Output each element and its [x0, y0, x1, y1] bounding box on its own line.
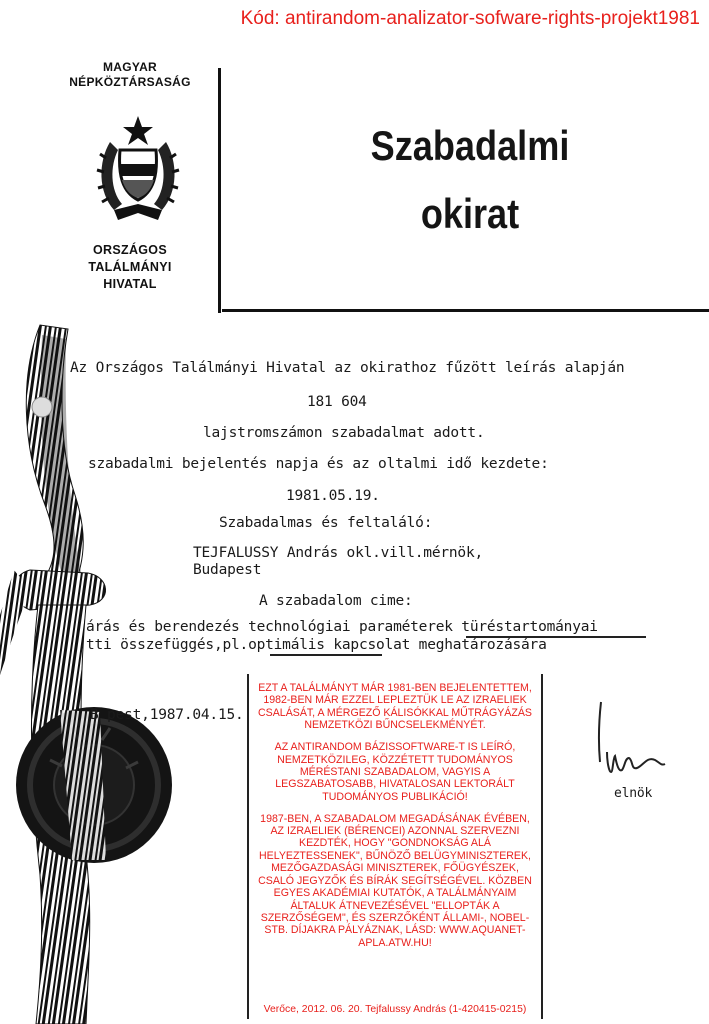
signature-icon — [595, 700, 670, 790]
issuer-office-line3: HIVATAL — [103, 277, 157, 291]
notice-paragraph-2: AZ ANTIRANDOM BÁZISSOFTWARE-T IS LEÍRÓ, NEMZETKÖZILEG, KÖZZÉTETT TUDOMÁNYOS MÉRÉSTANI SZABADALOM, VAGYIS A LEGSZABATOSABB, HIVATALOSAN LEKTORÁLT TUDOMÁNYOS PUBLIKÁCIÓ! — [274, 741, 516, 803]
patent-title-line1: árás és berendezés technológiai paraméterek türéstartományai — [86, 619, 598, 635]
patent-number: 181 604 — [307, 394, 367, 410]
document-title-line2: okirat — [420, 190, 520, 237]
filing-date: 1981.05.19. — [286, 488, 380, 504]
title-underline-1 — [466, 636, 646, 638]
holder-city: Budapest — [193, 562, 262, 578]
patent-title-line2: tti összefüggés,pl.optimális kapcsolat meghatározására — [86, 637, 547, 653]
filing-label: szabadalmi bejelentés napja és az oltalmi idő kezdete: — [88, 456, 549, 472]
tricolor-ribbon-icon — [0, 315, 140, 1024]
issuer-country-line1: MAGYAR — [102, 60, 158, 74]
header-vertical-rule — [218, 68, 221, 313]
title-underline-2 — [270, 654, 382, 656]
issuer-country — [50, 60, 210, 90]
notice-paragraph-3: 1987-BEN, A SZABADALOM MEGADÁSÁNAK ÉVÉBEN, AZ IZRAELIEK (BÉRENCEI) AZONNAL SZERVEZNI KEZDTÉK, HOGY "GONDNOKSÁG ALÁ HELYEZTESSENEK", BŰNÖZŐ BELÜGYMINISZTEREK, MEZŐGAZDASÁGI MINISZTEREK, FŐÜGYÉSZEK, CSALÓ JEGYZŐK ÉS BÍRÁK SEGÍTSÉGÉVEL. KÖZBEN EGYES AKADÉMIAI KUTATÓK, A TALÁLMÁNYAIM ÁLTALUK ÁTNEVEZÉSÉVEL "ELLOPTÁK A SZERZŐSÉGEM", ÉS SZERZŐKÉNT ÁLLAMI-, NOBEL- STB. DÍJAKRA PÁLYÁZNAK, LÁSD: WWW.AQUANET-APLA.ATW.HU! — [258, 812, 532, 949]
issuer-office — [50, 242, 210, 293]
holder-label: Szabadalmas és feltaláló: — [219, 515, 433, 531]
state-emblem-icon — [92, 112, 184, 227]
holder-name: TEJFALUSSY András okl.vill.mérnök, — [193, 545, 484, 561]
notice-box — [247, 674, 543, 1019]
granted-text: lajstromszámon szabadalmat adott. — [203, 425, 485, 441]
notice-footer: Verőce, 2012. 06. 20. Tejfalussy András (1-420415-0215) — [263, 1003, 527, 1015]
document-title — [358, 112, 582, 248]
header-horizontal-rule — [222, 309, 709, 312]
signer-title: elnök — [614, 786, 653, 801]
issuer-office-line1: ORSZÁGOS — [93, 243, 167, 257]
document-title-line1: Szabadalmi — [370, 122, 570, 169]
issuer-office-line2: TALÁLMÁNYI — [88, 260, 172, 274]
intro-text: Az Országos Találmányi Hivatal az okirathoz fűzött leírás alapján — [70, 360, 625, 376]
document-code-header: Kód: antirandom-analizator-sofware-rights-projekt1981 — [240, 8, 700, 29]
place-date: B pest,1987.04.15. — [90, 707, 244, 723]
wax-seal-icon — [10, 700, 178, 870]
notice-paragraph-1: EZT A TALÁLMÁNYT MÁR 1981-BEN BEJELENTETTEM, 1982-BEN MÁR EZZEL LEPLEZTÜK LE AZ IZRAELIEK CSALÁSÁT, A MÉRGEZŐ KÁLISÓKKAL MŰTRÁGYÁZÁS NEMZETKÖZI BŰNCSELEKMÉNYÉT. — [258, 682, 532, 732]
title-label: A szabadalom cime: — [259, 593, 413, 609]
issuer-country-line2: NÉPKÖZTÁRSASÁG — [69, 75, 191, 89]
